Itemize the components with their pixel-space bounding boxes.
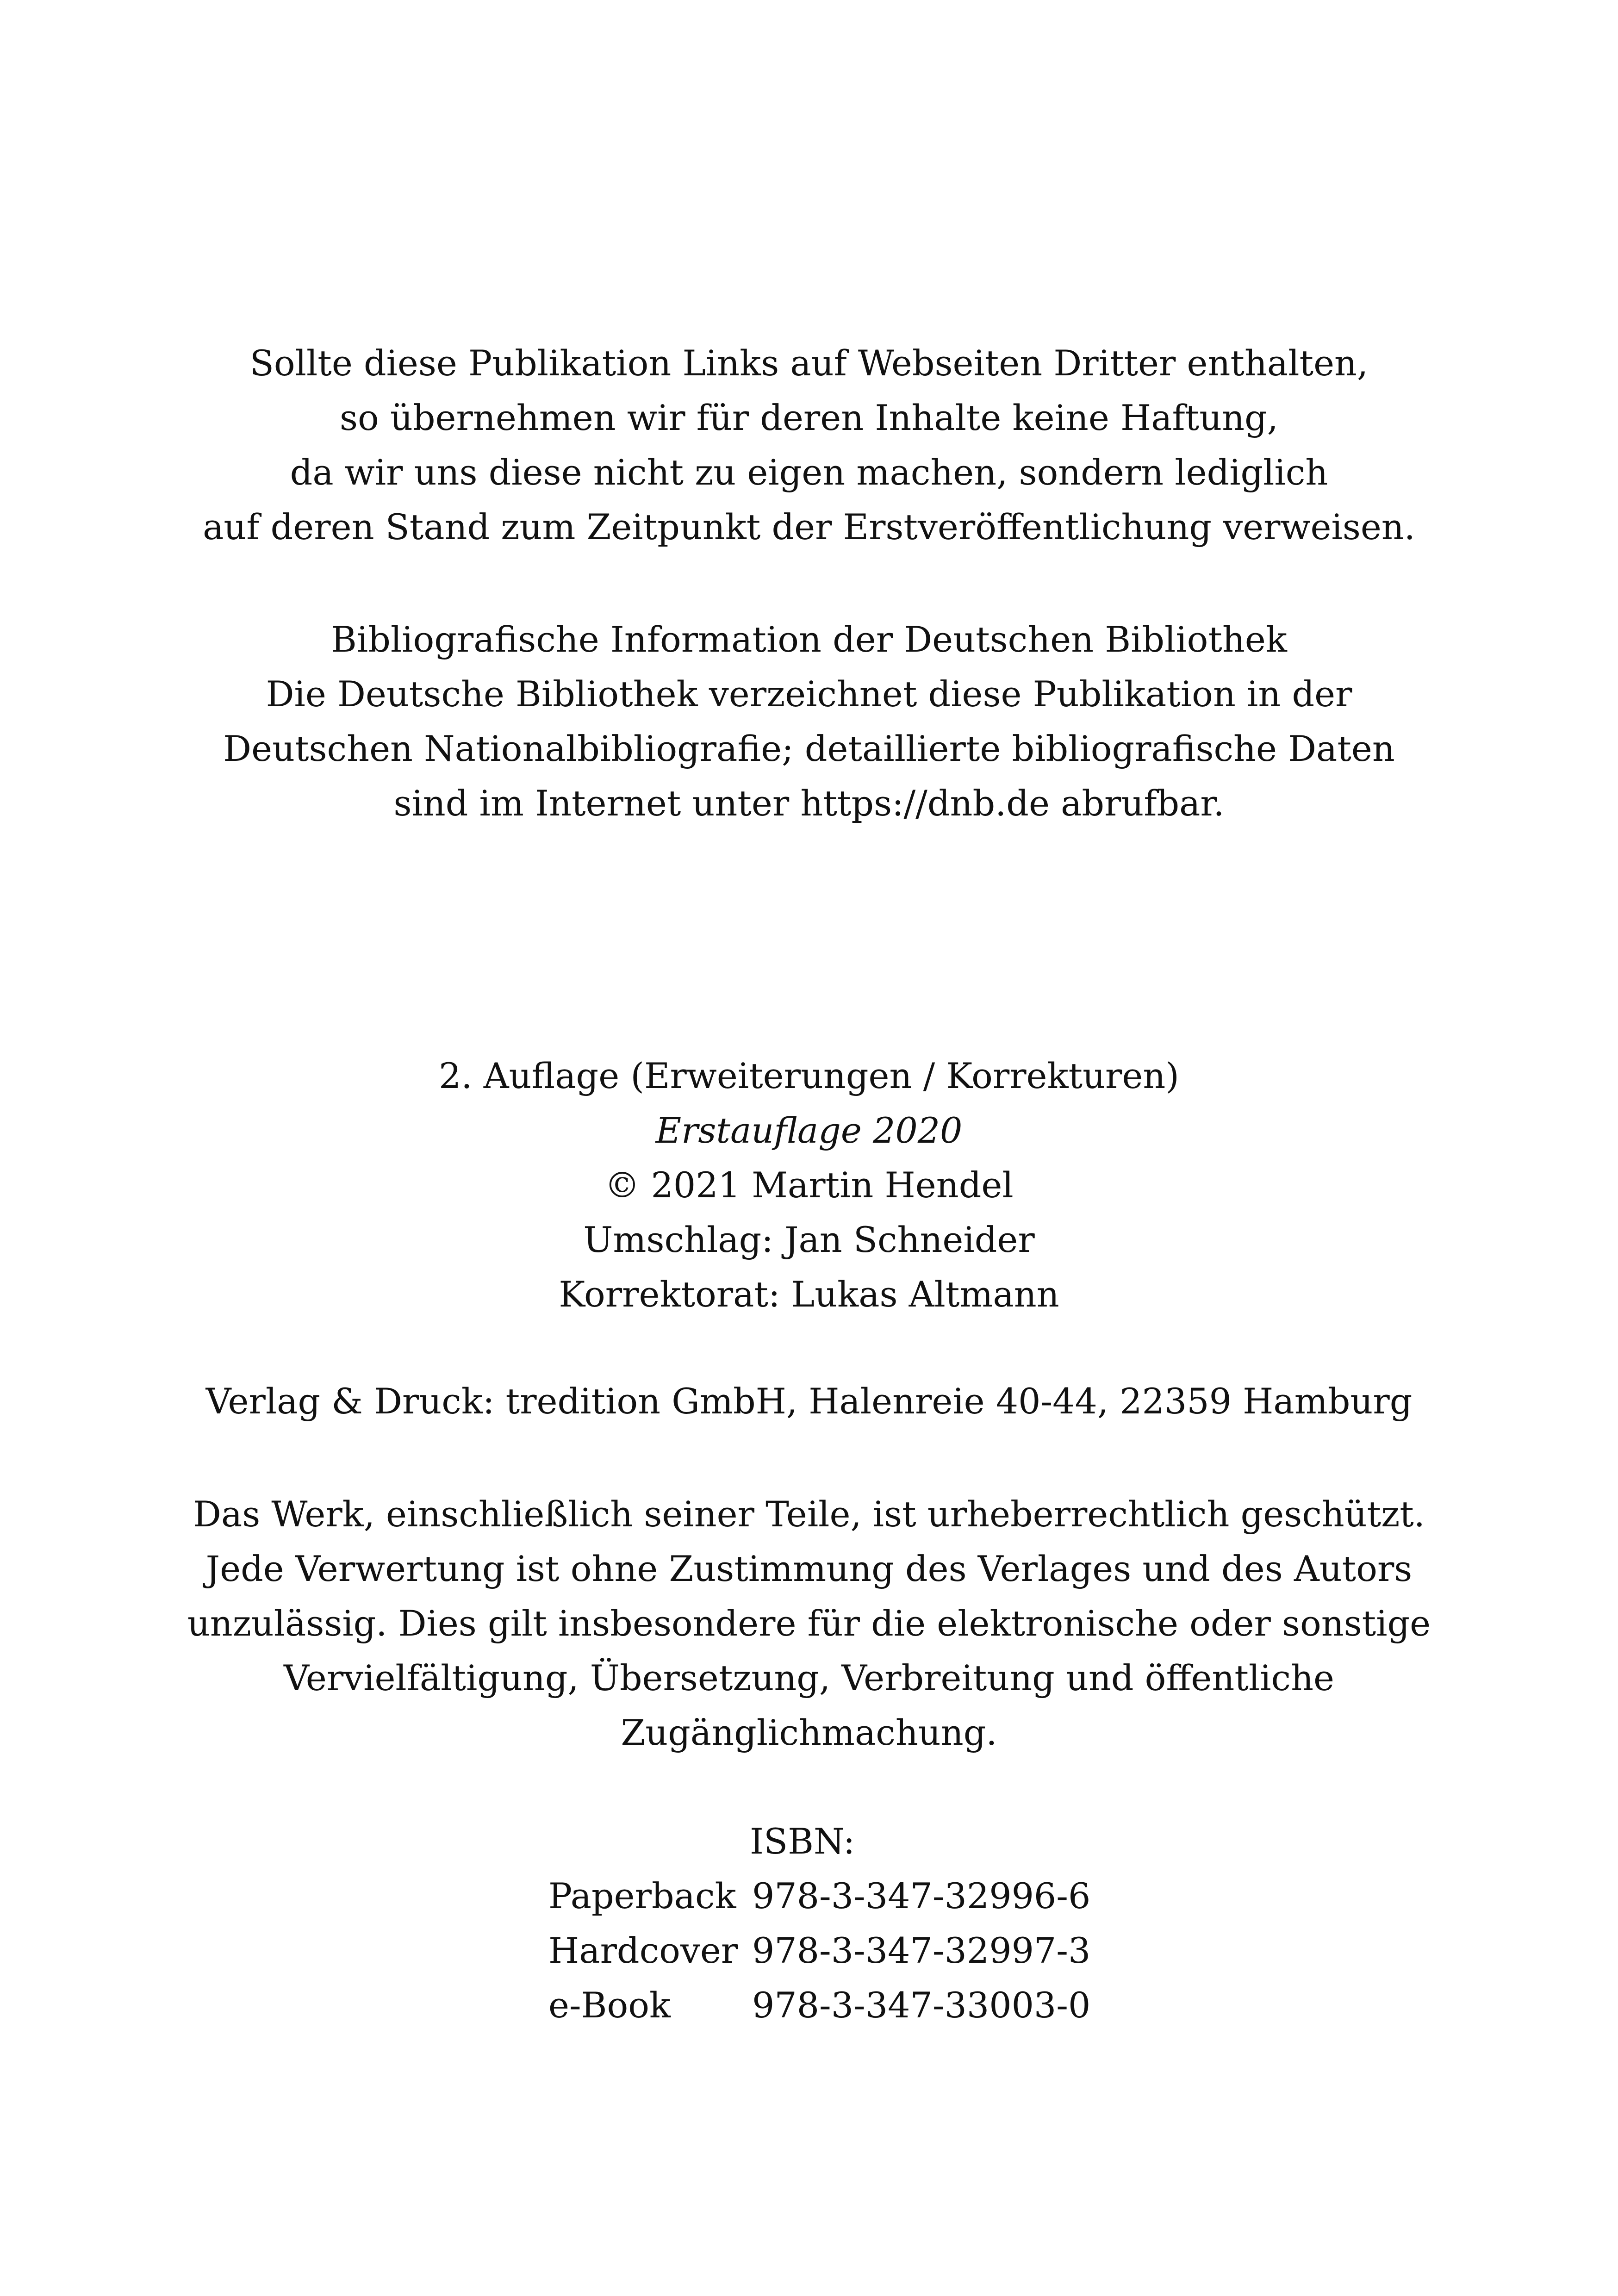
copyright-notice (0, 1487, 1618, 1760)
first-edition-line: Erstauflage 2020 (655, 1110, 963, 1151)
rights-line: Das Werk, einschließlich seiner Teile, ist urheberrechtlich geschützt. (193, 1493, 1425, 1535)
link-disclaimer (0, 336, 1618, 554)
isbn-number: 978-3-347-33003-0 (752, 1985, 1091, 2026)
disclaimer-line: auf deren Stand zum Zeitpunkt der Erstveröffentlichung verweisen. (203, 506, 1415, 548)
disclaimer-line: so übernehmen wir für deren Inhalte keine Haftung, (340, 397, 1278, 438)
disclaimer-line: Sollte diese Publikation Links auf Webseiten Dritter enthalten, (249, 342, 1369, 384)
disclaimer-line: da wir uns diese nicht zu eigen machen, sondern lediglich (290, 452, 1328, 493)
isbn-heading: ISBN: (750, 1821, 855, 1862)
isbn-number: 978-3-347-32997-3 (752, 1930, 1091, 1971)
isbn-format: Paperback (548, 1875, 736, 1916)
bibliographic-information (0, 612, 1618, 831)
biblio-line: Die Deutsche Bibliothek verzeichnet diese Publikation in der (266, 673, 1352, 715)
biblio-line: Deutschen Nationalbibliografie; detaillierte bibliografische Daten (223, 728, 1395, 769)
biblio-line: Bibliografische Information der Deutschen Bibliothek (331, 619, 1287, 660)
rights-line: Zugänglichmachung. (621, 1712, 997, 1753)
rights-line: Vervielfältigung, Übersetzung, Verbreitung und öffentliche (283, 1657, 1335, 1699)
isbn-format: Hardcover (548, 1930, 738, 1971)
biblio-line: sind im Internet unter https://dnb.de abrufbar. (393, 783, 1225, 824)
isbn-row (548, 1869, 1104, 1923)
proofreading-credit: Korrektorat: Lukas Altmann (559, 1274, 1059, 1315)
rights-line: unzulässig. Dies gilt insbesondere für die elektronische oder sonstige (187, 1603, 1431, 1644)
publisher-info (0, 1374, 1618, 1429)
isbn-format: e-Book (548, 1985, 671, 2026)
edition-credits (0, 1049, 1618, 1322)
rights-line: Jede Verwertung ist ohne Zustimmung des Verlages und des Autors (205, 1548, 1413, 1589)
edition-line: 2. Auflage (Erweiterungen / Korrekturen) (439, 1055, 1179, 1096)
isbn-row (548, 1923, 1104, 1978)
publisher-line: Verlag & Druck: tredition GmbH, Halenreie 40-44, 22359 Hamburg (205, 1381, 1413, 1422)
cover-credit: Umschlag: Jan Schneider (583, 1219, 1035, 1260)
copyright-line: © 2021 Martin Hendel (604, 1164, 1014, 1206)
isbn-row (548, 1978, 1104, 2033)
isbn-number: 978-3-347-32996-6 (752, 1875, 1091, 1916)
